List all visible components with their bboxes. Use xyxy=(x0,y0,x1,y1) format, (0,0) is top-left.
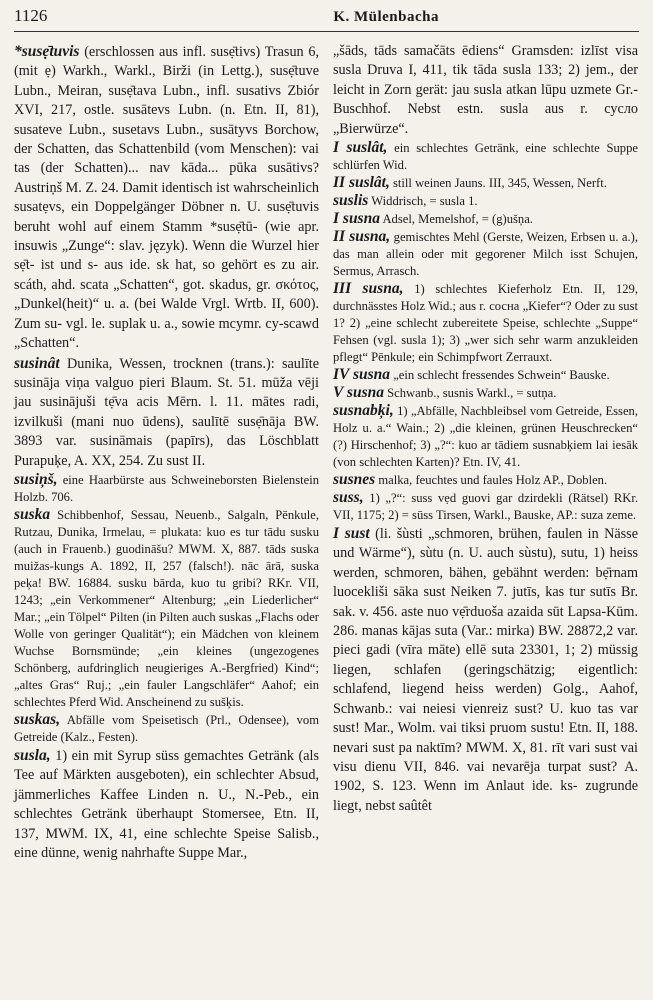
dictionary-entry xyxy=(14,711,319,746)
entry-headword: II suslât, xyxy=(333,174,390,192)
entry-text: 1) „Abfälle, Nachbleibsel vom Getreide, Essen, Holz u. a.“ Wain.; 2) „die kleinen, grünen Heuschrecken“ (?) Hirschenhof; 3) „?“: kuo ar tādiem susnabķiem lai iesāk (von schlechten Karten)? Etn. IV, 41. xyxy=(333,404,638,470)
entry-headword: V susna xyxy=(333,384,384,402)
entry-text: Abfälle vom Speisetisch (Prl., Odensee), vom Getreide (Kalz., Festen). xyxy=(14,712,319,744)
page-number: 1126 xyxy=(14,6,48,25)
dictionary-entry xyxy=(333,489,638,524)
dictionary-entry xyxy=(333,366,638,384)
entry-headword: suska xyxy=(14,505,51,523)
entry-text: „šāds, tāds samačāts ēdiens“ Gramsden: izlīst visa susla Druva I, 411, tik tāda susla 133; 2) jem., der leicht in Zorn gerät: jau susla atkan lūpu uzmete Gr.-Buschhof. Nebst estn. susla aus r. сусло „Bierwürze“. xyxy=(333,43,638,137)
entry-headword: susla, xyxy=(14,746,51,764)
entry-text: malka, feuchtes und faules Holz AP., Doblen. xyxy=(378,473,608,488)
entry-text: ein schlechtes Getränk, eine schlechte Suppe schlürfen Wid. xyxy=(333,141,638,173)
entry-headword: II susna, xyxy=(333,228,391,246)
dictionary-entry xyxy=(333,524,638,816)
entry-text: Schwanb., susnis Warkl., = sutņa. xyxy=(387,386,557,401)
entry-text: gemischtes Mehl (Gerste, Weizen, Erbsen u. a.), das man allein oder mit gegorener Milch isst Schujen, Sermus, Arrasch. xyxy=(333,230,638,279)
entry-text: „ein schlecht fressendes Schwein“ Bauske. xyxy=(393,368,610,383)
entry-headword: IV susna xyxy=(333,366,391,384)
entry-text: Adsel, Memelshof, = (g)ušņa. xyxy=(382,212,533,227)
entry-text: 1) „?“: suss vẹd guovi gar dzirdekli (Rätsel) RKr. VII, 1175; 2) = sūss Tirsen, Warkl., Bauske, AP.: suza zeme. xyxy=(333,491,638,523)
dictionary-entry xyxy=(333,228,638,280)
dictionary-entry xyxy=(14,746,319,863)
entry-headword: susnabķi, xyxy=(333,402,394,420)
dictionary-entry xyxy=(14,42,319,354)
dictionary-entry xyxy=(333,42,638,139)
entry-text: Schibbenhof, Sessau, Neuenb., Salgaln, Pēnkule, Rutzau, Dunika, Irmelau, = plukata: kuo es tur tādu susku (auch in Frauenb.) guodināšu? MWM. X, 887. tāds suska muižas-kungs A. 1892, II, 257 (falsch!). nāc ārā, suska peķa! BW. 16884. susku bārda, kuo tu gribi? RKr. VII, 1243; „ein Verkommener“ Altenburg; „ein Liederlicher“ Mar.; „ein Tölpel“ Pilten (in Pilten auch suskas „Flachs oder Wolle von geringer Qualität“); ein Mädchen von kleinem Wuchse Bornsmünde; „ein kleines (ungezogenes Schönberg, aufdringlich neugieriges A.-Bergfried) Kind“; „altes Gras“ Ruj.; „ein fauler Langschläfer“ Aahof; ein schlechtes Pferd Wid. Anscheinend zu sušķis. xyxy=(14,507,320,709)
entry-headword: susinât xyxy=(14,354,60,372)
dictionary-entry xyxy=(333,192,638,210)
dictionary-entry xyxy=(333,384,638,402)
entry-headword: suslis xyxy=(333,192,369,210)
left-column xyxy=(14,42,319,863)
entry-headword: suss, xyxy=(333,489,364,507)
entry-headword: suskas, xyxy=(14,710,61,728)
entry-headword: I suslât, xyxy=(333,139,388,157)
dictionary-entry xyxy=(14,471,319,506)
dictionary-entry xyxy=(333,174,638,192)
entry-text: 1) schlechtes Kieferholz Etn. II, 129, durchnässtes Holz Wid.; aus r. сосна „Kiefer“? Oder zu sust 1? 2) „eine schlecht zubereitete Speise, schlechte „Suppe“ Fehsen (vgl. susla 1); 3) „wer sich sehr warm anzukleiden pflegt“ Pēnkule; ein Schimpfwort Zerrauxt. xyxy=(333,282,639,365)
entry-text: still weinen Jauns. III, 345, Wessen, Nerft. xyxy=(393,176,607,191)
right-column xyxy=(333,42,638,863)
dictionary-entry xyxy=(14,354,319,471)
dictionary-entry xyxy=(333,139,638,174)
entry-headword: *susẹ̄tuvis xyxy=(14,43,80,60)
entry-text: Widdrisch, = susla 1. xyxy=(371,194,478,209)
entry-text: (erschlossen aus infl. susẹ̄tivs) Trasun 6, (mit ẹ) Warkh., Warkl., Birži (in Lettg.), susẹ̄tuve Lubn., Meiran, susẹ̄tava Lubn., infl. susativs Zbiór XVI, 217, ostle. susātevs Lubn. (n. Etn. II, 81), susateve Lubn., susetavs Lubn., susātyvs Borchow, der Schatten, das Schattenbild (vom Menschen): vai tas (der Schatten)... nav kāda... pūka susātivs? Austriņš M. Z. 24. Damit identisch ist wahrscheinlich susatẹvs, ein Doppelgänger Döbner n. U. susẹ̄tuvis beruht wohl auf einem Stamm *susẹ̄tū- (wie apr. insuwis „Zunge“: slav. język). Wenn die Wurzel hier sẹ̄t- ist und s- aus ide. sk hat, so gehört es zu air. scáth, ahd. scata „Schatten“, got. skadus, gr. σκότος, „Dunkel(heit)“ u. a. (bei Walde Vrgl. Wrtb. II, 600). Zum su- vgl. le. suplak u. a., sowie mcymr. cy-scawd „Schatten“. xyxy=(14,44,319,352)
entry-headword: I susna xyxy=(333,210,380,228)
entry-headword: susnes xyxy=(333,471,376,489)
entry-headword: I sust xyxy=(333,525,370,543)
dictionary-entry xyxy=(333,471,638,489)
dictionary-entry xyxy=(14,506,319,711)
entry-text: (li. šùsti „schmoren, brühen, faulen in Nässe und Wärme“), sùtu (n. U. auch sùstu), sutu, 1) heiss werden, schmoren, bähen, gebähnt werden: bẹ̄rnam luocekliši sāka sust Neiken 7. jutīs, kas tur sutīs Br. sak. v. 456. aste nuo vẹ̄rduoša azaida sūt Lapsa-Kūm. 286. manas kājas suta (Var.: mirka) BW. 28872,2 var. pieci gadi (vīra māte) ellē suta 23301, 1; 2) müssig liegen, schlafen (geringschätzig; eigentlich: schlafend, liegend heiss werden) Golg., Aahof, Schwanb.: vai neiesi vienreiz sust? U. kuo tas var sust! Mar., Wolm. vai tiksi pruom sustu! Etn. II, 188. nevari sust pa naktīm? MWM. X, 81. rīt vari sust vai visu dienu VII, 846. vai nevarēja turpat sust? A. 1902, S. 123. Wenn im Anlaut ide. ks- zugrunde liegt, nebst saûtêt xyxy=(333,526,638,814)
entry-headword: susiņš, xyxy=(14,470,58,488)
running-head: K. Mülenbacha xyxy=(333,9,439,25)
entry-headword: III susna, xyxy=(333,280,404,298)
dictionary-entry xyxy=(333,280,638,366)
entry-text: Dunika, Wessen, trocknen (trans.): saulīte susināja viņa valguo pieri Blaum. St. 51. mūža vēji jau susinājuši tẹ̄va acis Mērn. l. 11. mātes radi, izvilkuši (mani nuo ūdens), saulītē susẹ̄nāja BW. 3893 var. susināmais (papīrs), das Löschblatt Purapuķe, A. XX, 254. Zu sust II. xyxy=(14,355,319,469)
dictionary-entry xyxy=(333,210,638,228)
entry-text: 1) ein mit Syrup süss gemachtes Getränk (als Tee auf Märkten ausgeboten), ein schlechter Absud, jämmerliches Kaffee Linden n. U., N.-Peb., ein schlechtes Getränk überhaupt Stomersee, Etn. II, 137, MWM. IX, 41, eine schlechte Speise Salisb., eine dünne, wenig nahrhafte Suppe Mar., xyxy=(14,747,319,861)
text-columns xyxy=(14,42,639,863)
dictionary-entry xyxy=(333,402,638,471)
entry-text: eine Haarbürste aus Schweineborsten Bielenstein Holzb. 706. xyxy=(14,472,319,504)
page-header xyxy=(14,6,639,32)
